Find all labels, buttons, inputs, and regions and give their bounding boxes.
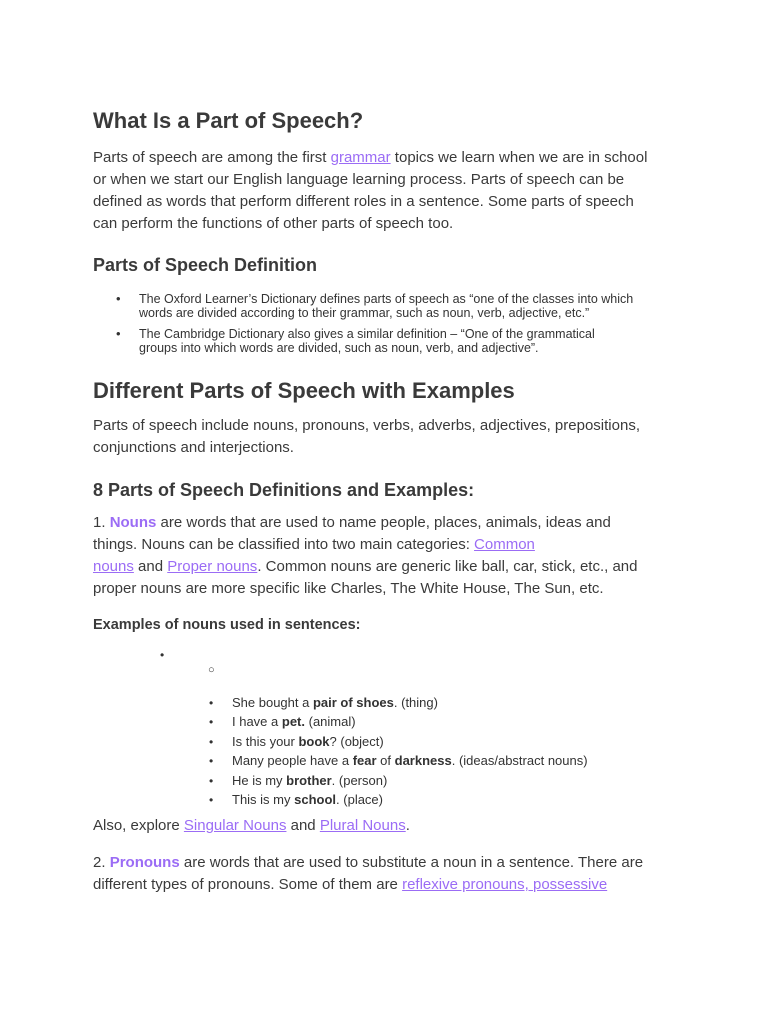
nouns-paragraph <box>93 512 693 600</box>
text-line: groups into which words are divided, such as noun, verb, and adjective”. <box>139 341 539 355</box>
text-span: are words that are used to name people, places, animals, ideas and <box>156 514 611 531</box>
bullet-icon: • <box>209 735 214 749</box>
text-line: can perform the functions of other parts of speech too. <box>93 215 454 232</box>
text-line: defined as words that perform different roles in a sentence. Some parts of speech <box>93 193 634 210</box>
text-span: . (thing) <box>393 695 438 710</box>
example-item <box>209 753 588 769</box>
noun-bold: pet. <box>281 714 305 729</box>
text-span: Parts of speech are among the first <box>93 149 331 166</box>
examples-heading: Different Parts of Speech with Examples <box>93 378 515 403</box>
text-span: She bought a <box>232 695 313 710</box>
explore-line <box>93 815 410 837</box>
text-span: Many people have a <box>232 753 353 768</box>
text-span: Also, explore <box>93 817 184 834</box>
text-line: or when we start our English language learning process. Parts of speech can be <box>93 171 625 188</box>
text-line: Parts of speech include nouns, pronouns, verbs, adverbs, adjectives, prepositions, <box>93 417 640 434</box>
pronouns-term: Pronouns <box>109 854 180 871</box>
definition-item <box>116 327 681 355</box>
reflexive-pronouns-link[interactable]: reflexive pronouns, <box>402 876 533 893</box>
noun-bold: book <box>298 734 330 749</box>
grammar-link[interactable]: grammar <box>330 149 391 166</box>
text-span: Is this your <box>232 734 299 749</box>
empty-bullet: • <box>160 648 165 662</box>
noun-bold: darkness <box>394 753 452 768</box>
bullet-icon: • <box>209 696 214 710</box>
proper-nouns-link[interactable]: Proper nouns <box>167 558 258 575</box>
bullet-icon: • <box>209 754 214 768</box>
text-span: different types of pronouns. Some of them are <box>93 876 403 893</box>
text-span: of <box>376 753 395 768</box>
item-number: 1. <box>93 514 110 531</box>
text-span: topics we learn when we are in school <box>390 149 648 166</box>
text-span: This is my <box>232 792 295 807</box>
parts-list-paragraph <box>93 415 693 459</box>
text-span: ? (object) <box>329 734 384 749</box>
text-line: words are divided according to their grammar, such as noun, verb, adjective, etc.” <box>139 306 590 320</box>
text-line: conjunctions and interjections. <box>93 439 294 456</box>
text-span: He is my <box>232 773 287 788</box>
bullet-icon: • <box>209 793 214 807</box>
text-span: . (place) <box>336 792 383 807</box>
definition-item <box>116 292 681 320</box>
text-span: and <box>286 817 320 834</box>
noun-bold: school <box>294 792 337 807</box>
text-span: . (ideas/abstract nouns) <box>451 753 588 768</box>
text-line: • The Cambridge Dictionary also gives a similar definition – “One of the grammatical <box>139 327 595 341</box>
pronouns-paragraph <box>93 852 693 896</box>
page-title: What Is a Part of Speech? <box>93 108 364 133</box>
text-span: I have a <box>232 714 282 729</box>
definition-list <box>116 292 681 362</box>
text-span: and <box>133 558 168 575</box>
common-nouns-link-cont[interactable]: nouns <box>93 558 134 575</box>
text-span: things. Nouns can be classified into two main categories: <box>93 536 475 553</box>
noun-bold: fear <box>352 753 377 768</box>
example-item <box>209 792 383 808</box>
intro-paragraph <box>93 147 693 235</box>
example-item <box>209 695 438 711</box>
text-span: are words that are used to substitute a noun in a sentence. There are <box>179 854 644 871</box>
noun-bold: pair of shoes <box>312 695 394 710</box>
examples-subheading: Examples of nouns used in sentences: <box>93 617 361 633</box>
common-nouns-link[interactable]: Common <box>474 536 535 553</box>
empty-sub-bullet: ○ <box>208 664 215 676</box>
possessive-pronouns-link[interactable]: possessive <box>532 876 608 893</box>
text-span: . (person) <box>331 773 388 788</box>
example-item <box>209 734 384 750</box>
noun-bold: brother <box>286 773 332 788</box>
text-span: (animal) <box>305 714 356 729</box>
bullet-icon: • <box>209 715 214 729</box>
nouns-term: Nouns <box>109 514 157 531</box>
definition-heading: Parts of Speech Definition <box>93 255 318 275</box>
eight-parts-heading: 8 Parts of Speech Definitions and Examples: <box>93 480 475 500</box>
example-item <box>209 773 387 789</box>
bullet-icon: • <box>209 774 214 788</box>
text-span: . <box>405 817 410 834</box>
item-number: 2. <box>93 854 110 871</box>
text-line: proper nouns are more specific like Charles, The White House, The Sun, etc. <box>93 580 604 597</box>
plural-nouns-link[interactable]: Plural Nouns <box>319 817 406 834</box>
example-item <box>209 714 356 730</box>
text-line: • The Oxford Learner’s Dictionary defines parts of speech as “one of the classes into which <box>139 292 634 306</box>
text-span: . Common nouns are generic like ball, car, stick, etc., and <box>257 558 638 575</box>
singular-nouns-link[interactable]: Singular Nouns <box>183 817 287 834</box>
